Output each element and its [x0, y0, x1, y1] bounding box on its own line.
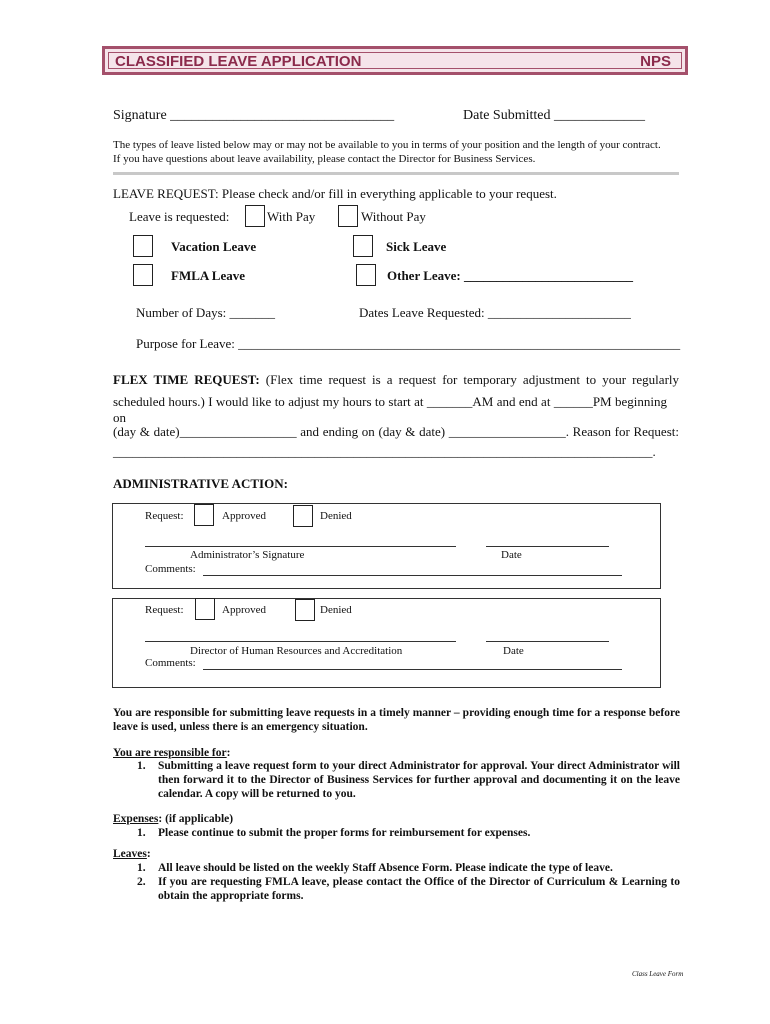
- with-pay-label: With Pay: [267, 209, 316, 224]
- purpose-field[interactable]: Purpose for Leave: ____________________________________________________________________: [136, 336, 681, 351]
- sick-leave-label: Sick Leave: [386, 239, 447, 254]
- leaves-colon: :: [146, 848, 151, 860]
- leave-request-line: [113, 186, 557, 202]
- expenses-suffix: : (if applicable): [158, 813, 234, 825]
- leaves-item-1-number: 1.: [137, 862, 146, 874]
- admin-denied-label: Denied: [320, 510, 352, 522]
- number-of-days-field[interactable]: Number of Days: _______: [136, 305, 276, 320]
- flex-time-hours-field[interactable]: scheduled hours.) I would like to adjust my hours to start at _______AM and end at ______PM beginning on: [113, 394, 667, 425]
- responsible-item-line-3: calendar. A copy will be returned to you.: [158, 788, 356, 800]
- responsibility-note-line-1: You are responsible for submitting leave requests in a timely manner – providing enough time for a response before: [113, 707, 680, 719]
- hr-comments-label: Comments:: [145, 657, 196, 669]
- expenses-item-text: Please continue to submit the proper forms for reimbursement for expenses.: [158, 827, 531, 839]
- flex-time-dates-field[interactable]: (day & date)__________________ and ending on (day & date) __________________. Reason for Request:: [113, 424, 679, 439]
- admin-action-heading: ADMINISTRATIVE ACTION:: [113, 476, 288, 491]
- hr-signature-line[interactable]: [145, 641, 456, 642]
- with-pay-checkbox[interactable]: [245, 205, 265, 227]
- admin-request-label: Request:: [145, 510, 184, 522]
- hr-date-label: Date: [503, 645, 524, 657]
- responsible-for-heading: You are responsible for: [113, 747, 227, 759]
- hr-denied-label: Denied: [320, 604, 352, 616]
- admin-approved-checkbox[interactable]: [194, 504, 214, 526]
- other-leave-field[interactable]: Other Leave: __________________________: [387, 268, 634, 283]
- responsible-item-line-1: Submitting a leave request form to your direct Administrator for approval. Your direct Administrator will: [158, 760, 680, 772]
- expenses-heading-line: [113, 812, 233, 826]
- admin-signature-label: Administrator’s Signature: [190, 549, 305, 561]
- expenses-heading: Expenses: [113, 813, 159, 825]
- leaves-item-2-line-1: If you are requesting FMLA leave, please contact the Office of the Director of Curriculum & Learning to: [158, 876, 680, 888]
- without-pay-label: Without Pay: [361, 209, 426, 224]
- without-pay-checkbox[interactable]: [338, 205, 358, 227]
- responsible-for-heading-line: [113, 746, 230, 760]
- leave-requested-label: Leave is requested:: [129, 209, 230, 224]
- leaves-item-1-text: All leave should be listed on the weekly Staff Absence Form. Please indicate the type of leave.: [158, 862, 613, 874]
- hr-comments-line[interactable]: [203, 669, 622, 670]
- date-submitted-field[interactable]: Date Submitted _____________: [463, 108, 645, 123]
- hr-request-label: Request:: [145, 604, 184, 616]
- leaves-heading-line: [113, 847, 151, 861]
- intro-line-1: The types of leave listed below may or may not be available to you in terms of your position and the length of your contract.: [113, 139, 661, 151]
- hr-denied-checkbox[interactable]: [295, 599, 315, 621]
- admin-date-label: Date: [501, 549, 522, 561]
- flex-time-line-1: [113, 372, 679, 388]
- leave-request-instruction: : Please check and/or fill in everything applicable to your request.: [215, 186, 557, 201]
- leaves-item-2-line-2: obtain the appropriate forms.: [158, 890, 304, 902]
- admin-approved-label: Approved: [222, 510, 266, 522]
- form-id-footer: Class Leave Form: [632, 970, 684, 978]
- responsible-item-line-2: then forward it to the Director of Business Services for further approval and documenting it on the leave: [158, 774, 680, 786]
- admin-signature-line[interactable]: [145, 546, 456, 547]
- admin-comments-line[interactable]: [203, 575, 622, 576]
- hr-approved-checkbox[interactable]: [195, 598, 215, 620]
- other-leave-checkbox[interactable]: [356, 264, 376, 286]
- flex-time-heading: FLEX TIME REQUEST:: [113, 372, 260, 387]
- admin-comments-label: Comments:: [145, 563, 196, 575]
- responsible-for-colon: :: [226, 747, 231, 759]
- dates-requested-field[interactable]: Dates Leave Requested: ______________________: [359, 305, 631, 320]
- intro-line-2: If you have questions about leave availability, please contact the Director for Business Services.: [113, 153, 536, 165]
- leave-request-heading: LEAVE REQUEST: [113, 186, 216, 201]
- hr-approved-label: Approved: [222, 604, 266, 616]
- form-code: NPS: [640, 53, 671, 70]
- hr-signature-label: Director of Human Resources and Accreditation: [190, 645, 403, 657]
- hr-date-line[interactable]: [486, 641, 609, 642]
- fmla-leave-checkbox[interactable]: [133, 264, 153, 286]
- signature-field[interactable]: Signature ________________________________: [113, 108, 395, 123]
- leaves-item-2-number: 2.: [137, 876, 146, 888]
- responsibility-note-line-2: leave is used, unless there is an emergency situation.: [113, 721, 368, 733]
- expenses-item-number: 1.: [137, 827, 146, 839]
- flex-time-reason-field[interactable]: ___________________________________________________________________________________.: [113, 444, 656, 459]
- admin-date-line[interactable]: [486, 546, 609, 547]
- leaves-heading: Leaves: [113, 848, 147, 860]
- vacation-leave-checkbox[interactable]: [133, 235, 153, 257]
- responsible-item-number: 1.: [137, 760, 146, 772]
- admin-denied-checkbox[interactable]: [293, 505, 313, 527]
- flex-time-description: (Flex time request is a request for temporary adjustment to your regularly: [265, 372, 680, 387]
- section-divider: [113, 172, 679, 175]
- form-title-banner: [102, 46, 688, 75]
- vacation-leave-label: Vacation Leave: [171, 239, 257, 254]
- form-title: CLASSIFIED LEAVE APPLICATION: [115, 53, 362, 70]
- fmla-leave-label: FMLA Leave: [171, 268, 246, 283]
- sick-leave-checkbox[interactable]: [353, 235, 373, 257]
